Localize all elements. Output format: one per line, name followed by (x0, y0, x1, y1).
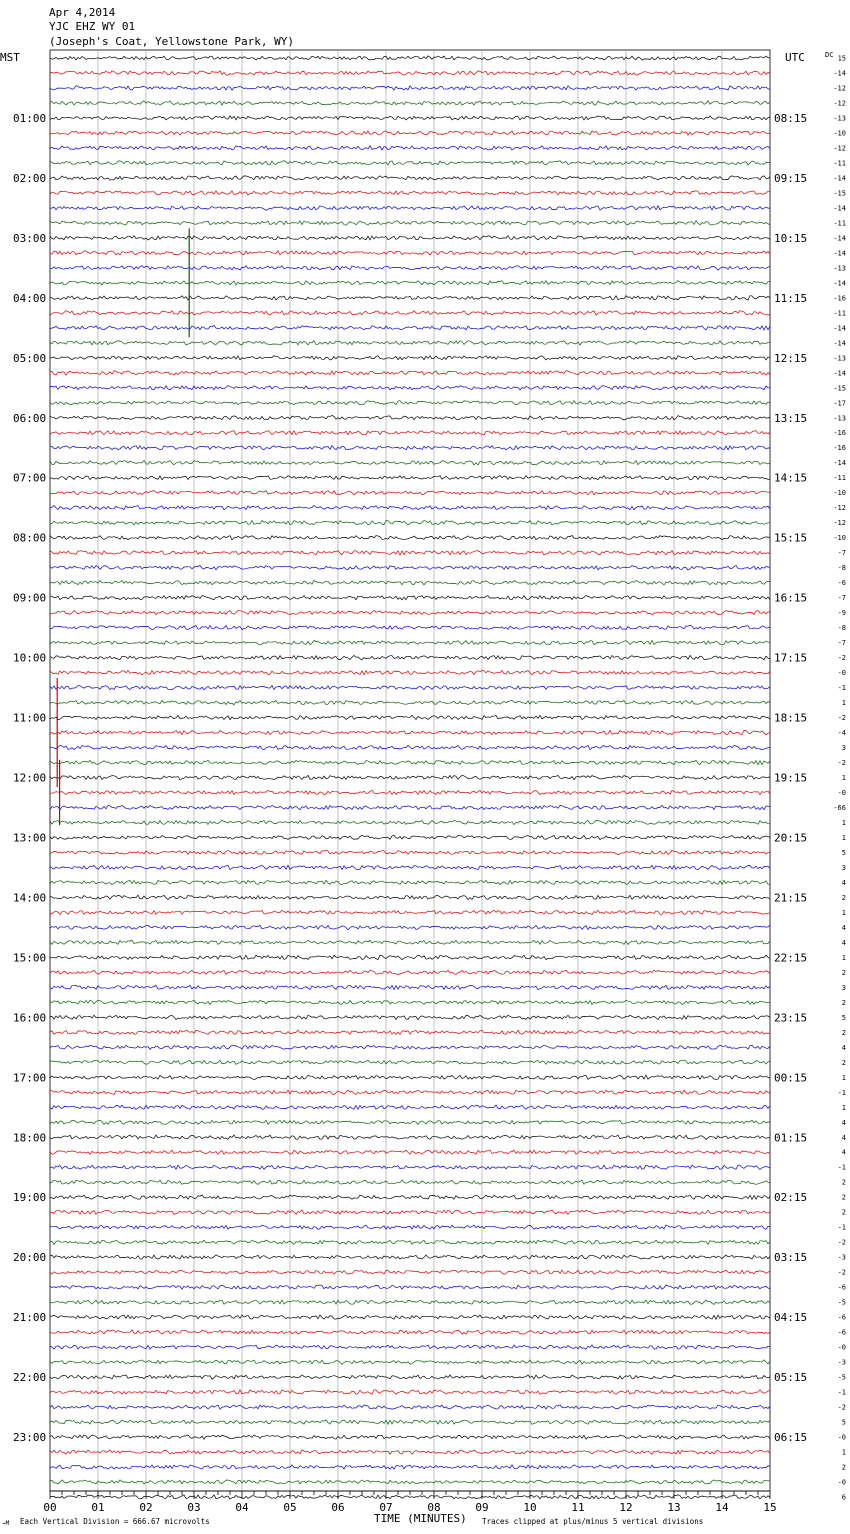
trace-line (50, 1015, 770, 1019)
right-hour-label: 08:15 (774, 111, 808, 125)
right-hour-label: 04:15 (774, 1311, 808, 1325)
trace-line (50, 835, 770, 839)
right-hour-label: 06:15 (774, 1431, 808, 1445)
right-hour-label: 02:15 (774, 1191, 808, 1205)
dc-offset-label: 1 (841, 1448, 846, 1457)
dc-offset-label: -14 (833, 324, 846, 333)
left-hour-label: 11:00 (13, 711, 47, 725)
trace-line (50, 1240, 770, 1244)
dc-offset-label: -12 (833, 99, 846, 108)
trace-line (50, 1045, 770, 1049)
dc-label: DC (825, 51, 834, 59)
x-tick-label: 15 (763, 1501, 777, 1514)
dc-offset-label: 4 (841, 938, 846, 947)
footer-corner: →M (2, 1520, 10, 1527)
header-date: Apr 4,2014 (49, 6, 116, 19)
x-tick-label: 08 (427, 1501, 441, 1514)
left-hour-label: 04:00 (13, 291, 47, 305)
left-hour-label: 13:00 (13, 831, 47, 845)
trace-line (50, 895, 770, 899)
dc-offset-label: -0 (837, 1478, 846, 1487)
dc-offset-label: 1 (841, 774, 846, 782)
dc-offset-label: -3 (837, 1253, 846, 1262)
x-tick-label: 02 (139, 1501, 153, 1514)
dc-offset-label: -16 (833, 294, 846, 303)
left-hour-label: 19:00 (13, 1191, 47, 1205)
trace-line (50, 1450, 770, 1454)
trace-line (50, 805, 770, 809)
dc-offset-label: 2 (841, 1463, 846, 1472)
trace-line (50, 1465, 770, 1469)
x-tick-label: 07 (379, 1501, 393, 1514)
right-hour-label: 12:15 (774, 351, 808, 365)
left-hour-label: 03:00 (13, 231, 47, 245)
dc-offset-label: -0 (837, 1433, 846, 1442)
dc-offset-labels (833, 55, 846, 1502)
trace-line (50, 386, 770, 390)
trace-line (50, 535, 770, 539)
dc-offset-label: -13 (833, 354, 846, 363)
dc-offset-label: -1 (837, 1163, 846, 1172)
left-timezone-label: MST (0, 51, 20, 64)
dc-offset-label: 4 (841, 1133, 846, 1142)
trace-line (50, 206, 770, 211)
trace-line (50, 1120, 770, 1124)
trace-line (50, 850, 770, 855)
dc-offset-label: -14 (833, 249, 846, 258)
left-hour-label: 16:00 (13, 1011, 47, 1025)
trace-line (50, 131, 770, 135)
trace-line (50, 506, 770, 510)
trace-line (50, 1060, 770, 1064)
trace-line (50, 446, 770, 450)
trace-line (50, 356, 770, 360)
dc-offset-label: 1 (841, 818, 846, 827)
trace-line (50, 730, 770, 734)
right-hour-label: 23:15 (774, 1011, 808, 1025)
dc-offset-label: -14 (833, 234, 846, 243)
left-hour-label: 14:00 (13, 891, 47, 905)
trace-line (50, 1180, 770, 1184)
trace-line (50, 176, 770, 180)
trace-line (50, 1210, 770, 1214)
dc-offset-label: -10 (833, 129, 846, 138)
dc-offset-label: 1 (841, 1073, 846, 1082)
dc-offset-label: -9 (837, 609, 846, 618)
dc-offset-label: -10 (833, 489, 846, 498)
right-hour-label: 22:15 (774, 951, 808, 965)
x-tick-label: 14 (715, 1501, 729, 1514)
trace-line (50, 1255, 770, 1259)
x-axis (43, 1491, 776, 1514)
dc-offset-label: -13 (833, 414, 846, 423)
dc-offset-label: -5 (837, 1298, 846, 1307)
grid (50, 50, 770, 1491)
dc-offset-label: -6 (837, 1328, 846, 1337)
dc-offset-label: -1 (837, 1223, 846, 1232)
dc-offset-label: -14 (833, 279, 846, 288)
dc-offset-label: -16 (833, 429, 846, 438)
trace-line (50, 700, 770, 704)
trace-line (50, 236, 770, 240)
dc-offset-label: -2 (837, 1268, 846, 1277)
dc-offset-label: -1 (837, 1388, 846, 1397)
dc-offset-label: -1 (837, 684, 846, 693)
left-hour-label: 15:00 (13, 951, 47, 965)
right-hour-label: 01:15 (774, 1131, 808, 1145)
dc-offset-label: -2 (837, 714, 846, 723)
right-hour-label: 14:15 (774, 471, 808, 485)
dc-offset-label: -14 (833, 204, 846, 213)
dc-offset-label: -5 (837, 1373, 846, 1382)
trace-line (50, 371, 770, 375)
trace-line (50, 1300, 770, 1304)
trace-line (50, 1000, 770, 1004)
dc-offset-label: 2 (841, 1058, 846, 1067)
dc-offset-label: 3 (841, 863, 846, 872)
right-timezone-label: UTC (785, 51, 805, 64)
trace-line (50, 1285, 770, 1290)
trace-line (50, 86, 770, 90)
trace-line (50, 760, 770, 765)
dc-offset-label: 1 (841, 699, 846, 708)
trace-line (50, 1360, 770, 1365)
trace-line (50, 1150, 770, 1154)
dc-offset-label: -12 (833, 84, 846, 93)
dc-offset-label: 6 (841, 1493, 846, 1502)
dc-offset-label: -66 (833, 803, 846, 812)
dc-offset-label: 2 (841, 1193, 846, 1202)
x-tick-label: 13 (667, 1501, 681, 1514)
right-hour-labels (774, 112, 807, 1444)
trace-line (50, 491, 770, 495)
trace-line (50, 326, 770, 331)
trace-line (50, 521, 770, 525)
dc-offset-label: 15 (837, 54, 846, 63)
trace-line (50, 865, 770, 869)
left-hour-label: 12:00 (13, 771, 47, 785)
right-hour-label: 09:15 (774, 171, 808, 185)
dc-offset-label: -11 (833, 159, 846, 168)
trace-line (50, 820, 770, 824)
dc-offset-label: -8 (837, 624, 846, 633)
x-tick-label: 09 (475, 1501, 489, 1514)
trace-line (50, 1495, 770, 1499)
trace-line (50, 925, 770, 930)
trace-line (50, 71, 770, 75)
x-tick-label: 10 (523, 1501, 537, 1514)
x-tick-label: 05 (283, 1501, 297, 1514)
left-hour-label: 20:00 (13, 1251, 47, 1265)
trace-line (50, 1330, 770, 1334)
trace-line (50, 625, 770, 629)
dc-offset-label: -2 (837, 1403, 846, 1412)
dc-offset-label: -16 (833, 444, 846, 453)
dc-offset-label: 1 (841, 953, 846, 962)
trace-line (50, 655, 770, 659)
dc-offset-label: -2 (837, 654, 846, 663)
x-tick-label: 06 (331, 1501, 345, 1514)
dc-offset-label: 4 (841, 923, 846, 932)
dc-offset-label: 1 (841, 833, 846, 842)
trace-line (50, 790, 770, 794)
trace-line (50, 311, 770, 316)
trace-line (50, 910, 770, 914)
trace-line (50, 1135, 770, 1139)
trace-line (50, 1030, 770, 1034)
trace-line (50, 251, 770, 255)
trace-line (50, 266, 770, 270)
dc-offset-label: 2 (841, 893, 846, 902)
dc-offset-label: -15 (833, 384, 846, 393)
dc-offset-label: -15 (833, 189, 846, 198)
x-axis-label: TIME (MINUTES) (374, 1512, 467, 1525)
left-hour-label: 21:00 (13, 1311, 47, 1325)
dc-offset-label: -14 (833, 339, 846, 348)
dc-offset-label: -12 (833, 144, 846, 153)
dc-offset-label: 4 (841, 1148, 846, 1157)
scale-note: Each Vertical Division = 666.67 microvolts (20, 1517, 210, 1526)
trace-line (50, 161, 770, 165)
dc-offset-label: 1 (841, 908, 846, 917)
dc-offset-label: -0 (837, 669, 846, 678)
dc-offset-label: -12 (833, 519, 846, 528)
left-hour-label: 08:00 (13, 531, 47, 545)
trace-line (50, 431, 770, 435)
dc-offset-label: 3 (841, 983, 846, 992)
dc-offset-label: 3 (841, 744, 846, 753)
trace-line (50, 1195, 770, 1200)
dc-offset-label: -13 (833, 114, 846, 123)
left-hour-label: 22:00 (13, 1371, 47, 1385)
trace-line (50, 296, 770, 300)
dc-offset-label: -12 (833, 504, 846, 513)
dc-offset-label: 2 (841, 1178, 846, 1187)
dc-offset-label: 4 (841, 1043, 846, 1052)
trace-line (50, 191, 770, 195)
right-hour-label: 10:15 (774, 231, 808, 245)
trace-line (50, 745, 770, 749)
dc-offset-label: -7 (837, 639, 846, 648)
right-hour-label: 15:15 (774, 531, 808, 545)
trace-line (50, 715, 770, 719)
trace-line (50, 1375, 770, 1379)
dc-offset-label: -0 (837, 788, 846, 797)
right-hour-label: 13:15 (774, 411, 808, 425)
dc-offset-label: -10 (833, 534, 846, 543)
dc-offset-label: -6 (837, 1313, 846, 1322)
trace-line (50, 970, 770, 974)
left-hour-label: 02:00 (13, 171, 47, 185)
trace-line (50, 551, 770, 555)
left-hour-label: 09:00 (13, 591, 47, 605)
dc-offset-label: -14 (833, 369, 846, 378)
trace-line (50, 1270, 770, 1274)
trace-line (50, 566, 770, 570)
left-hour-label: 01:00 (13, 111, 47, 125)
trace-line (50, 595, 770, 599)
right-hour-label: 00:15 (774, 1071, 808, 1085)
trace-line (50, 1165, 770, 1169)
x-tick-label: 12 (619, 1501, 633, 1514)
left-hour-label: 17:00 (13, 1071, 47, 1085)
trace-line (50, 461, 770, 465)
trace-line (50, 146, 770, 150)
trace-line (50, 1405, 770, 1409)
dc-offset-label: 4 (841, 1118, 846, 1127)
trace-line (50, 1090, 770, 1094)
dc-offset-label: 1 (841, 1103, 846, 1112)
trace-line (50, 476, 770, 480)
trace-line (50, 101, 770, 105)
left-hour-label: 23:00 (13, 1431, 47, 1445)
trace-line (50, 116, 770, 120)
trace-line (50, 1420, 770, 1424)
right-hour-label: 21:15 (774, 891, 808, 905)
left-hour-label: 18:00 (13, 1131, 47, 1145)
right-hour-label: 03:15 (774, 1251, 808, 1265)
trace-line (50, 581, 770, 585)
left-hour-label: 07:00 (13, 471, 47, 485)
right-hour-label: 19:15 (774, 771, 808, 785)
trace-line (50, 1225, 770, 1229)
trace-line (50, 670, 770, 674)
trace-line (50, 1480, 770, 1484)
trace-line (50, 341, 770, 345)
dc-offset-label: -2 (837, 759, 846, 768)
right-hour-label: 16:15 (774, 591, 808, 605)
right-hour-label: 05:15 (774, 1371, 808, 1385)
left-hour-label: 10:00 (13, 651, 47, 665)
clip-note: Traces clipped at plus/minus 5 vertical divisions (482, 1517, 704, 1526)
dc-offset-label: -6 (837, 579, 846, 588)
trace-line (50, 955, 770, 959)
trace-line (50, 686, 770, 690)
x-tick-label: 04 (235, 1501, 249, 1514)
dc-offset-label: 2 (841, 998, 846, 1007)
dc-offset-label: -13 (833, 264, 846, 273)
trace-line (50, 1105, 770, 1109)
dc-offset-label: -6 (837, 1283, 846, 1292)
trace-line (50, 416, 770, 421)
dc-offset-label: -11 (833, 474, 846, 483)
dc-offset-label: -4 (837, 729, 846, 738)
right-hour-label: 11:15 (774, 291, 808, 305)
dc-offset-label: 5 (841, 1013, 846, 1022)
trace-line (50, 940, 770, 944)
trace-line (50, 401, 770, 405)
dc-offset-label: 5 (841, 848, 846, 857)
trace-line (50, 775, 770, 779)
right-hour-label: 20:15 (774, 831, 808, 845)
right-hour-label: 17:15 (774, 651, 808, 665)
plot-frame (50, 50, 770, 1491)
trace-line (50, 1435, 770, 1439)
trace-line (50, 221, 770, 225)
dc-offset-label: 2 (841, 1208, 846, 1217)
dc-offset-label: -1 (837, 1088, 846, 1097)
dc-offset-label: -11 (833, 309, 846, 318)
dc-offset-label: -2 (837, 1238, 846, 1247)
left-hour-label: 06:00 (13, 411, 47, 425)
dc-offset-label: 2 (841, 968, 846, 977)
left-hour-label: 05:00 (13, 351, 47, 365)
trace-line (50, 611, 770, 615)
trace-line (50, 985, 770, 989)
dc-offset-label: -14 (833, 174, 846, 183)
trace-line (50, 880, 770, 884)
trace-lines (50, 56, 770, 1499)
dc-offset-label: 2 (841, 1028, 846, 1037)
header-station: YJC EHZ WY 01 (49, 20, 136, 33)
dc-offset-label: -14 (833, 69, 846, 78)
dc-offset-label: -11 (833, 219, 846, 228)
trace-line (50, 640, 770, 645)
x-tick-label: 11 (571, 1501, 585, 1514)
dc-offset-label: -17 (833, 399, 846, 408)
dc-offset-label: -7 (837, 549, 846, 558)
x-tick-label: 03 (187, 1501, 201, 1514)
left-hour-labels (13, 112, 46, 1444)
dc-offset-label: 4 (841, 878, 846, 887)
header-location: (Joseph's Coat, Yellowstone Park, WY) (49, 35, 295, 48)
dc-offset-label: -7 (837, 594, 846, 603)
trace-line (50, 1345, 770, 1349)
trace-line (50, 1315, 770, 1319)
right-hour-label: 18:15 (774, 711, 808, 725)
dc-offset-label: 5 (841, 1418, 846, 1427)
trace-line (50, 1390, 770, 1394)
trace-line (50, 56, 770, 60)
trace-line (50, 1075, 770, 1080)
dc-offset-label: -8 (837, 564, 846, 573)
trace-line (50, 281, 770, 285)
x-tick-label: 00 (43, 1501, 57, 1514)
x-tick-label: 01 (91, 1501, 105, 1514)
dc-offset-label: -0 (837, 1343, 846, 1352)
dc-offset-label: -14 (833, 459, 846, 468)
dc-offset-label: -3 (837, 1358, 846, 1367)
